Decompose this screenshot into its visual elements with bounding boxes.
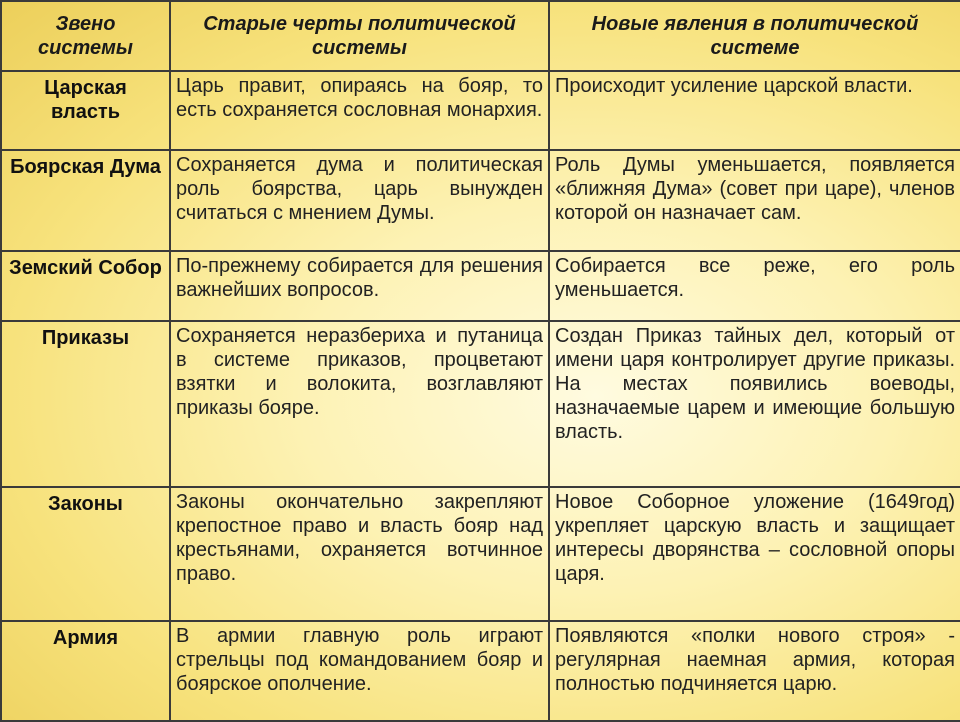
old-feature-cell: Сохраняется неразбериха и путаница в системе приказов, процветают взятки и волокита, возглавляют приказы бояре.	[170, 321, 549, 487]
row-label: Царская власть	[1, 71, 170, 150]
new-phenomenon-cell: Появляются «полки нового строя» - регулярная наемная армия, которая полностью подчиняется царю.	[549, 621, 960, 721]
new-phenomenon-cell: Происходит усиление царской власти.	[549, 71, 960, 150]
new-phenomenon-cell: Создан Приказ тайных дел, который от имени царя контролирует другие приказы. На местах появились воеводы, назначаемые царем и имеющие большую власть.	[549, 321, 960, 487]
header-link: Звено системы	[1, 1, 170, 71]
table-row	[1, 251, 960, 321]
old-feature-cell: В армии главную роль играют стрельцы под командованием бояр и боярское ополчение.	[170, 621, 549, 721]
table-row	[1, 321, 960, 487]
row-label: Земский Собор	[1, 251, 170, 321]
row-label: Законы	[1, 487, 170, 621]
new-phenomenon-cell: Собирается все реже, его роль уменьшается.	[549, 251, 960, 321]
old-feature-cell: Сохраняется дума и политическая роль боярства, царь вынужден считаться с мнением Думы.	[170, 150, 549, 251]
old-feature-cell: Царь правит, опираясь на бояр, то есть сохраняется сословная монархия.	[170, 71, 549, 150]
table-row	[1, 621, 960, 721]
new-phenomenon-cell: Новое Соборное уложение (1649год) укрепляет царскую власть и защищает интересы дворянства – сословной опоры царя.	[549, 487, 960, 621]
row-label: Приказы	[1, 321, 170, 487]
old-feature-cell: Законы окончательно закрепляют крепостное право и власть бояр над крестьянами, охраняется вотчинное право.	[170, 487, 549, 621]
table-row	[1, 150, 960, 251]
table-header-row	[1, 1, 960, 71]
table-row	[1, 71, 960, 150]
table-row	[1, 487, 960, 621]
row-label: Боярская Дума	[1, 150, 170, 251]
old-feature-cell: По-прежнему собирается для решения важнейших вопросов.	[170, 251, 549, 321]
new-phenomenon-cell: Роль Думы уменьшается, появляется «ближняя Дума» (совет при царе), членов которой он назначает сам.	[549, 150, 960, 251]
header-old-features: Старые черты политической системы	[170, 1, 549, 71]
row-label: Армия	[1, 621, 170, 721]
header-new-phenomena: Новые явления в политической системе	[549, 1, 960, 71]
